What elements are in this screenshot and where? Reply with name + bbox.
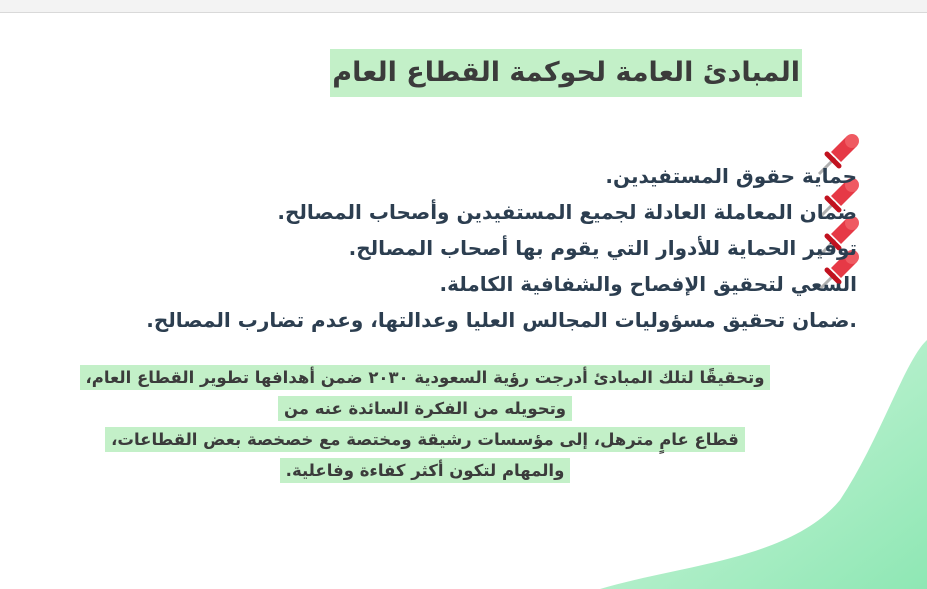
paragraph-line: وتحويله من الفكرة السائدة عنه من bbox=[278, 396, 572, 421]
paragraph-line: وتحقيقًا لتلك المبادئ أدرجت رؤية السعودية ٢٠٣٠ ضمن أهدافها تطوير القطاع العام، bbox=[80, 365, 771, 390]
list-item: ضمان المعاملة العادلة لجميع المستفيدين وأصحاب المصالح. bbox=[277, 200, 857, 224]
principles-list bbox=[57, 158, 857, 338]
list-item: .ضمان تحقيق مسؤوليات المجالس العليا وعدالتها، وعدم تضارب المصالح. bbox=[146, 308, 857, 332]
list-item: السعي لتحقيق الإفصاح والشفافية الكاملة. bbox=[439, 272, 857, 296]
paragraph-line: والمهام لتكون أكثر كفاءة وفاعلية. bbox=[280, 458, 571, 483]
paragraph-line: قطاع عامٍ مترهل، إلى مؤسسات رشيقة ومختصة مع خصخصة بعض القطاعات، bbox=[105, 427, 745, 452]
slide-title: المبادئ العامة لحوكمة القطاع العام bbox=[330, 49, 802, 97]
vision-2030-paragraph bbox=[40, 362, 810, 486]
list-item: توفير الحماية للأدوار التي يقوم بها أصحاب المصالح. bbox=[348, 236, 857, 260]
list-item: حماية حقوق المستفيدين. bbox=[605, 164, 857, 188]
